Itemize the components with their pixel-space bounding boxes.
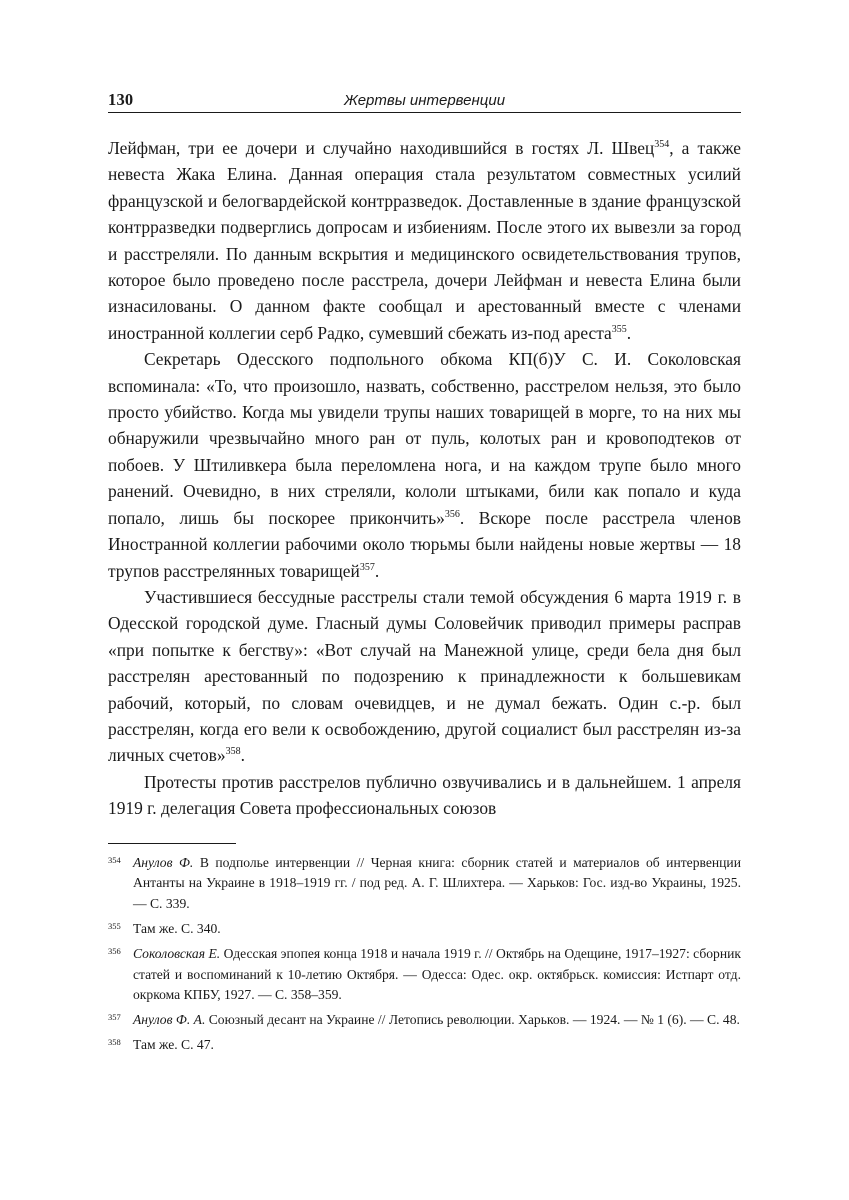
- footnote-text: Там же. С. 340.: [133, 920, 221, 936]
- footnote-divider: [108, 843, 236, 844]
- footnote-number: 354: [108, 854, 121, 865]
- paragraph-text: Участившиеся бессудные расстрелы стали темой обсуждения 6 марта 1919 г. в Одесской городской думе. Гласный думы Соловейчик приводил примеры расправ «при попытке к бегству»: «Вот случай на Манежной улице, среди бела дня был расстрелян арестованный по подозрению к принадлежности к большевикам рабочий, который, по словам очевидцев, и не думал бежать. Один с.-р. был расстрелян, когда его вели к освобождению, другой социалист был расстрелян из-за личных счетов»: [108, 586, 741, 766]
- running-title: Жертвы интервенции: [343, 92, 506, 109]
- footnotes: [108, 853, 741, 1056]
- footnote-author: Анулов Ф. А.: [133, 1012, 206, 1028]
- footnote-ref: 354: [654, 139, 670, 150]
- page-header: [108, 88, 741, 113]
- paragraph-text: . Вскоре после расстрела членов Иностранной коллегии рабочими около тюрьмы были найдены новые жертвы — 18 трупов расстрелянных товарищей: [108, 507, 741, 581]
- paragraph-text: , а также невеста Жака Елина. Данная операция стала результатом совместных усилий французской и белогвардейской контрразведок. Доставленные в здание французской контрразведки подверглись допросам и избиениям. После этого их вывезли за город и расстреляли. По данным вскрытия и медицинского освидетельствования трупов, которое было проведено после расстрела, дочери Лейфман и невеста Елина были изнасилованы. О данном факте сообщал и арестованный вместе с членами иностранной коллегии серб Радко, сумевший сбежать из-под ареста: [108, 138, 741, 343]
- footnote-text: Союзный десант на Украине // Летопись революции. Харьков. — 1924. — № 1 (6). — С. 48.: [205, 1012, 740, 1028]
- main-text: [108, 135, 741, 822]
- paragraph-text: Протесты против расстрелов публично озвучивались и в дальнейшем. 1 апреля 1919 г. делегация Совета профессиональных союзов: [108, 771, 741, 819]
- book-page: [108, 88, 741, 1060]
- footnote: [108, 1010, 741, 1031]
- paragraph: [108, 769, 741, 822]
- paragraph-text: Секретарь Одесского подпольного обкома КП(б)У С. И. Соколовская вспоминала: «То, что произошло, назвать, собственно, расстрелом нельзя, это было просто убийство. Когда мы увидели трупы наших товарищей в морге, то на них мы обнаружили чрезвычайно много ран от пуль, колотых ран и кровоподтеков от побоев. У Штиливкера была переломлена нога, и на каждом трупе было много ранений. Очевидно, в них стреляли, кололи штыками, били как попало и куда попало, лишь бы поскорее прикончить»: [108, 349, 741, 528]
- footnote: [108, 853, 741, 915]
- paragraph-text: Лейфман, три ее дочери и случайно находившийся в гостях Л. Швец: [108, 138, 655, 158]
- footnote: [108, 1035, 741, 1056]
- footnote-ref: 358: [225, 746, 241, 758]
- footnote-text: Там же. С. 47.: [133, 1036, 214, 1052]
- footnote-ref: 357: [359, 561, 375, 573]
- footnote-text: Одесская эпопея конца 1918 и начала 1919 г. // Октябрь на Одещине, 1917–1927: сборник статей и воспоминаний к 10-летию Октября. — Одесса: Одес. окр. октябрьск. комиссия: Истпарт отд. окркома КПБУ, 1927. — С. 358–359.: [133, 945, 742, 1003]
- footnote: [108, 919, 741, 940]
- paragraph-text: .: [240, 745, 245, 766]
- footnote: [108, 944, 741, 1006]
- footnote-author: Соколовская Е.: [133, 945, 221, 961]
- footnote-number: 358: [108, 1036, 121, 1047]
- footnote-author: Анулов Ф.: [133, 854, 194, 870]
- footnote-ref: 355: [611, 323, 627, 335]
- paragraph-text: .: [626, 322, 632, 343]
- footnote-number: 356: [108, 945, 121, 956]
- paragraph: [108, 584, 741, 769]
- paragraph: [108, 346, 741, 584]
- page-number: 130: [108, 90, 134, 109]
- footnote-ref: 356: [444, 508, 460, 520]
- footnote-number: 355: [108, 920, 121, 931]
- footnote-number: 357: [108, 1012, 121, 1023]
- footnote-text: В подполье интервенции // Черная книга: сборник статей и материалов об интервенции Антанты на Украине в 1918–1919 гг. / под ред. А. Г. Шлихтера. — Харьков: Гос. изд-во Украины, 1925. — С. 339.: [133, 854, 741, 912]
- paragraph-text: .: [374, 560, 380, 581]
- paragraph: [108, 135, 741, 346]
